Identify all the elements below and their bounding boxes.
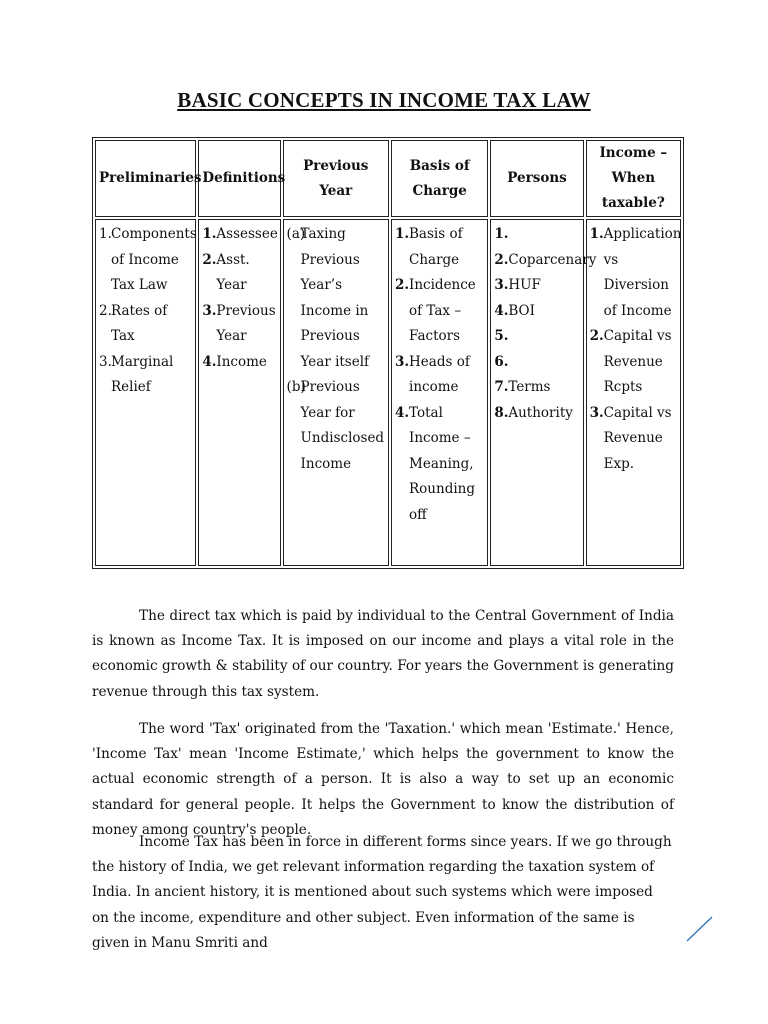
list-item [494, 222, 579, 248]
income-when-taxable-list [589, 222, 682, 477]
preliminaries-list [99, 222, 197, 401]
list-item-text [508, 350, 579, 376]
list-item-text: Income [216, 353, 267, 370]
list-item-number: 6. [494, 353, 509, 370]
list-item-number: 2. [202, 251, 217, 268]
list-item-number: 3. [99, 353, 112, 370]
list-item-number: 2. [589, 328, 604, 344]
list-item-text: Asst. Year [216, 251, 250, 293]
pen-stroke-icon [686, 916, 714, 942]
header-persons: Persons [490, 140, 583, 217]
cell-preliminaries [95, 219, 196, 566]
paragraph-3: Income Tax has been in force in different forms since years. If we go through the history of India, we get relevant information regarding the taxation system of India. In ancient history, it is mentioned about such systems which were imposed on the income, expenditure and other subject. Even information of the same is given in Manu Smriti and [92, 834, 672, 951]
list-item-text: Assessee [216, 226, 278, 242]
concepts-table [92, 137, 684, 569]
cell-definitions [198, 219, 280, 566]
list-item [494, 248, 597, 274]
list-item [287, 375, 385, 477]
list-item-number: (a) [286, 226, 306, 242]
definitions-list [202, 222, 276, 375]
paragraph-2: The word 'Tax' originated from the 'Taxation.' which mean 'Estimate.' Hence, 'Income Tax' mean 'Income Estimate,' which helps the government to know the actual economic strength of a person. It is also a way to set up an economic standard for general people. It helps the Government to know the distribution of money among country's people. [92, 721, 674, 838]
list-item [202, 350, 276, 376]
list-item [494, 299, 579, 325]
list-item-number: 3. [494, 277, 509, 293]
list-item-number: 1. [589, 226, 604, 242]
list-item-text: Coparcenary [508, 251, 597, 268]
list-item-number: 4. [494, 302, 509, 319]
list-item-text: Total Income – Meaning, Rounding off [409, 404, 475, 523]
list-item-text: Authority [508, 404, 573, 421]
list-item [202, 248, 276, 299]
page-title: BASIC CONCEPTS IN INCOME TAX LAW [177, 88, 591, 112]
header-definitions: Definitions [198, 140, 280, 217]
list-item [590, 324, 677, 401]
list-item-text [508, 324, 579, 350]
cell-basis-of-charge [391, 219, 488, 566]
list-item [202, 222, 276, 248]
list-item [99, 350, 192, 401]
list-item-number: 1. [99, 226, 112, 242]
paragraph-1: The direct tax which is paid by individual to the Central Government of India is known as Income Tax. It is imposed on our income and plays a vital role in the economic growth & stability of our country. For years the Government is generating revenue through this tax system. [92, 608, 674, 700]
list-item-number: 2. [395, 277, 410, 293]
list-item-number: 1. [202, 226, 217, 242]
list-item [494, 375, 579, 401]
previous-year-list [287, 222, 385, 477]
list-item [589, 222, 682, 324]
header-income-when-taxable: Income – When taxable? [586, 140, 681, 217]
list-item [395, 401, 484, 529]
list-item-text: Rates of Tax [111, 302, 168, 344]
table-body-row [95, 219, 681, 566]
list-item-number: 3. [395, 353, 410, 370]
list-item-number: 2. [99, 302, 112, 319]
list-item [494, 273, 579, 299]
list-item-text: Application vs Diversion of Income [603, 226, 682, 319]
list-item [395, 350, 484, 401]
list-item-text: Heads of income [409, 353, 470, 395]
list-item [494, 324, 579, 350]
list-item [494, 401, 579, 427]
list-item-text: Components of Income Tax Law [111, 226, 197, 293]
list-item-text: BOI [508, 302, 535, 319]
list-item-text: Terms [508, 379, 551, 395]
list-item-text: Capital vs Revenue Exp. [603, 404, 672, 472]
list-item-number: 3. [589, 404, 604, 421]
header-basis-of-charge: Basis of Charge [391, 140, 488, 217]
list-item-number: 4. [202, 353, 217, 370]
list-item-text: Basis of Charge [409, 226, 463, 268]
persons-list [494, 222, 597, 426]
list-item [99, 222, 197, 299]
header-preliminaries: Preliminaries [95, 140, 196, 217]
cell-previous-year [283, 219, 389, 566]
list-item-number: 1. [395, 226, 410, 242]
list-item [202, 299, 276, 350]
list-item [590, 401, 677, 478]
list-item [99, 299, 192, 350]
table-header-row [95, 140, 681, 217]
list-item-number: 3. [202, 302, 217, 319]
list-item-text: Previous Year [216, 302, 276, 344]
list-item-text: Capital vs Revenue Rcpts [603, 328, 672, 395]
basis-of-charge-list [395, 222, 484, 528]
list-item-text: Marginal Relief [111, 353, 174, 395]
list-item-text: Incidence of Tax – Factors [409, 277, 476, 344]
list-item-number: 4. [395, 404, 410, 421]
list-item-number: (b) [286, 379, 306, 395]
list-item-text: Previous Year for Undisclosed Income [300, 379, 385, 472]
header-previous-year: Previous Year [283, 140, 389, 217]
list-item-number: 1. [494, 226, 509, 242]
cell-persons [490, 219, 597, 566]
list-item-number: 2. [494, 251, 509, 268]
list-item [395, 222, 484, 273]
list-item-text: HUF [508, 277, 541, 293]
list-item-number: 8. [494, 404, 509, 421]
list-item [494, 350, 579, 376]
list-item-number: 7. [494, 379, 509, 395]
list-item-number: 5. [494, 328, 509, 344]
list-item [287, 222, 385, 375]
cell-income-when-taxable [586, 219, 681, 566]
list-item-text: Taxing Previous Year’s Income in Previous Year itself [300, 226, 370, 370]
list-item-text [508, 222, 579, 248]
list-item [395, 273, 484, 350]
